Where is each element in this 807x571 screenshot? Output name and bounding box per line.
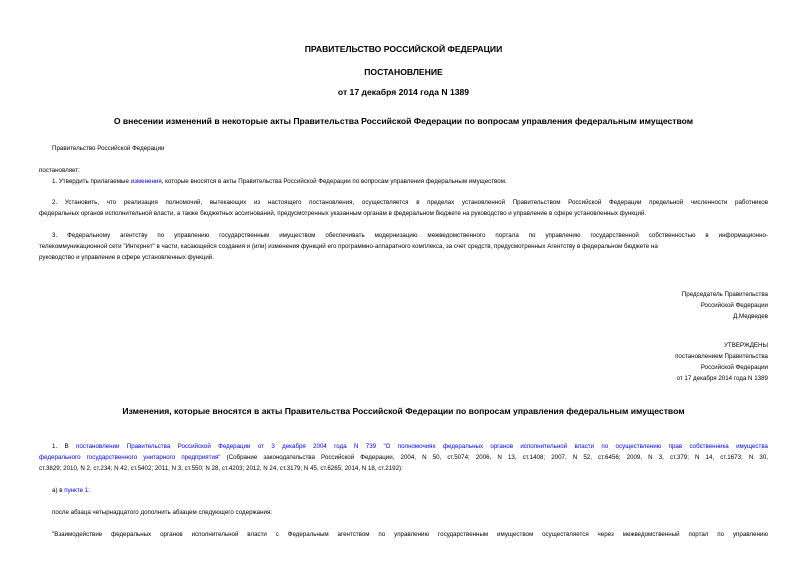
paragraph-3-line-1: 3. Федеральному агентству по управлению государственным имуществом обеспечивать модернизацию межведомственного портала по управлению государственной собственностью в информационно- — [52, 232, 768, 239]
item-1-source: (Собрание законодательства Российской Федерации, 2004, N 50, ст.5074; 2006, N 13, ст.1408; 2007, N 52, ст.6456; 2009, N 3, ст.379; N 14, ст.1673; N 30, — [220, 454, 768, 461]
changes-link[interactable]: изменения — [130, 178, 162, 185]
item-1-line-3: ст.3829; 2010, N 2, ст.234; N 42, ст.5402; 2011, N 3, ст.550; N 28, ст.4203; 2012, N 24, ст.3179; N 45, ст.6265; 2014, N 18, ст.2192): — [39, 465, 403, 472]
document-date-number: от 17 декабря 2014 года N 1389 — [337, 87, 470, 97]
decree-739-link[interactable]: постановлении Правительства Российской Федерации от 3 декабря 2004 года N 739 "О полномочиях федеральных органов исполнительной власти по осуществлению прав собственника имущества — [75, 443, 768, 450]
quote-line-1: "Взаимодействие федеральных органов исполнительной власти с Федеральным агентством по управлению государственным имуществом осуществляется через межведомственный портал по управлению — [52, 531, 768, 538]
approved-line-1: постановлением Правительства — [675, 353, 768, 360]
paragraph-2-line-2: федеральных органов исполнительной власти, а также бюджетных ассигнований, предусмотренных указанным органам в федеральном бюджете на руководство и управление в сфере установленных функций. — [39, 210, 647, 217]
signature-name: Д.Медведев — [733, 313, 768, 320]
decrees-line: постановляет: — [39, 167, 80, 174]
sub-item-a-prefix: а) в — [52, 487, 65, 494]
approved-line-3: от 17 декабря 2014 года N 1389 — [676, 375, 768, 382]
paragraph-1-prefix: 1. Утвердить прилагаемые — [52, 178, 131, 185]
after-paragraph-line: после абзаца четырнадцатого дополнить абзацем следующего содержания: — [52, 509, 273, 516]
document-type: ПОСТАНОВЛЕНИЕ — [364, 67, 443, 77]
signature-position-2: Российской Федерации — [700, 302, 768, 309]
approved-label: УТВЕРЖДЕНЫ — [724, 342, 768, 349]
decree-739-link-continued[interactable]: федерального государственного унитарного предприятия" — [39, 454, 221, 461]
sub-item-a-suffix: : — [88, 487, 90, 494]
clause-1-link[interactable]: пункте 1 — [64, 487, 89, 494]
approved-line-2: Российской Федерации — [700, 364, 768, 371]
changes-title: Изменения, которые вносятся в акты Правительства Российской Федерации по вопросам управления федеральным имуществом — [122, 406, 685, 416]
paragraph-1 — [52, 176, 507, 187]
paragraph-2-line-1: 2. Установить, что реализация полномочий, вытекающих из настоящего постановления, осуществляется в пределах установленной Правительством Российской Федерации предельной численности работников — [52, 199, 768, 206]
signature-position-1: Председатель Правительства — [681, 291, 768, 298]
document-title: О внесении изменений в некоторые акты Правительства Российской Федерации по вопросам управления федеральным имуществом — [113, 116, 694, 126]
government-heading: ПРАВИТЕЛЬСТВО РОССИЙСКОЙ ФЕДЕРАЦИИ — [304, 44, 503, 54]
item-1-prefix: 1. В — [52, 443, 76, 450]
paragraph-1-suffix: , которые вносятся в акты Правительства Российской Федерации по вопросам управления федеральным имуществом. — [161, 178, 507, 185]
paragraph-3-line-3: руководство и управление в сфере установленных функций. — [39, 254, 214, 261]
paragraph-3-line-2: телекоммуникационной сети "Интернет" в части, касающейся создания и (или) изменения функций его программно-аппаратного комплекса, за счет средств, предусмотренных Агентству в федеральном бюджете на — [39, 243, 658, 250]
item-1-line-2 — [39, 452, 768, 463]
sub-item-a — [52, 485, 90, 496]
issuer-line: Правительство Российской Федерации — [52, 145, 165, 152]
item-1-line-1 — [52, 441, 768, 452]
